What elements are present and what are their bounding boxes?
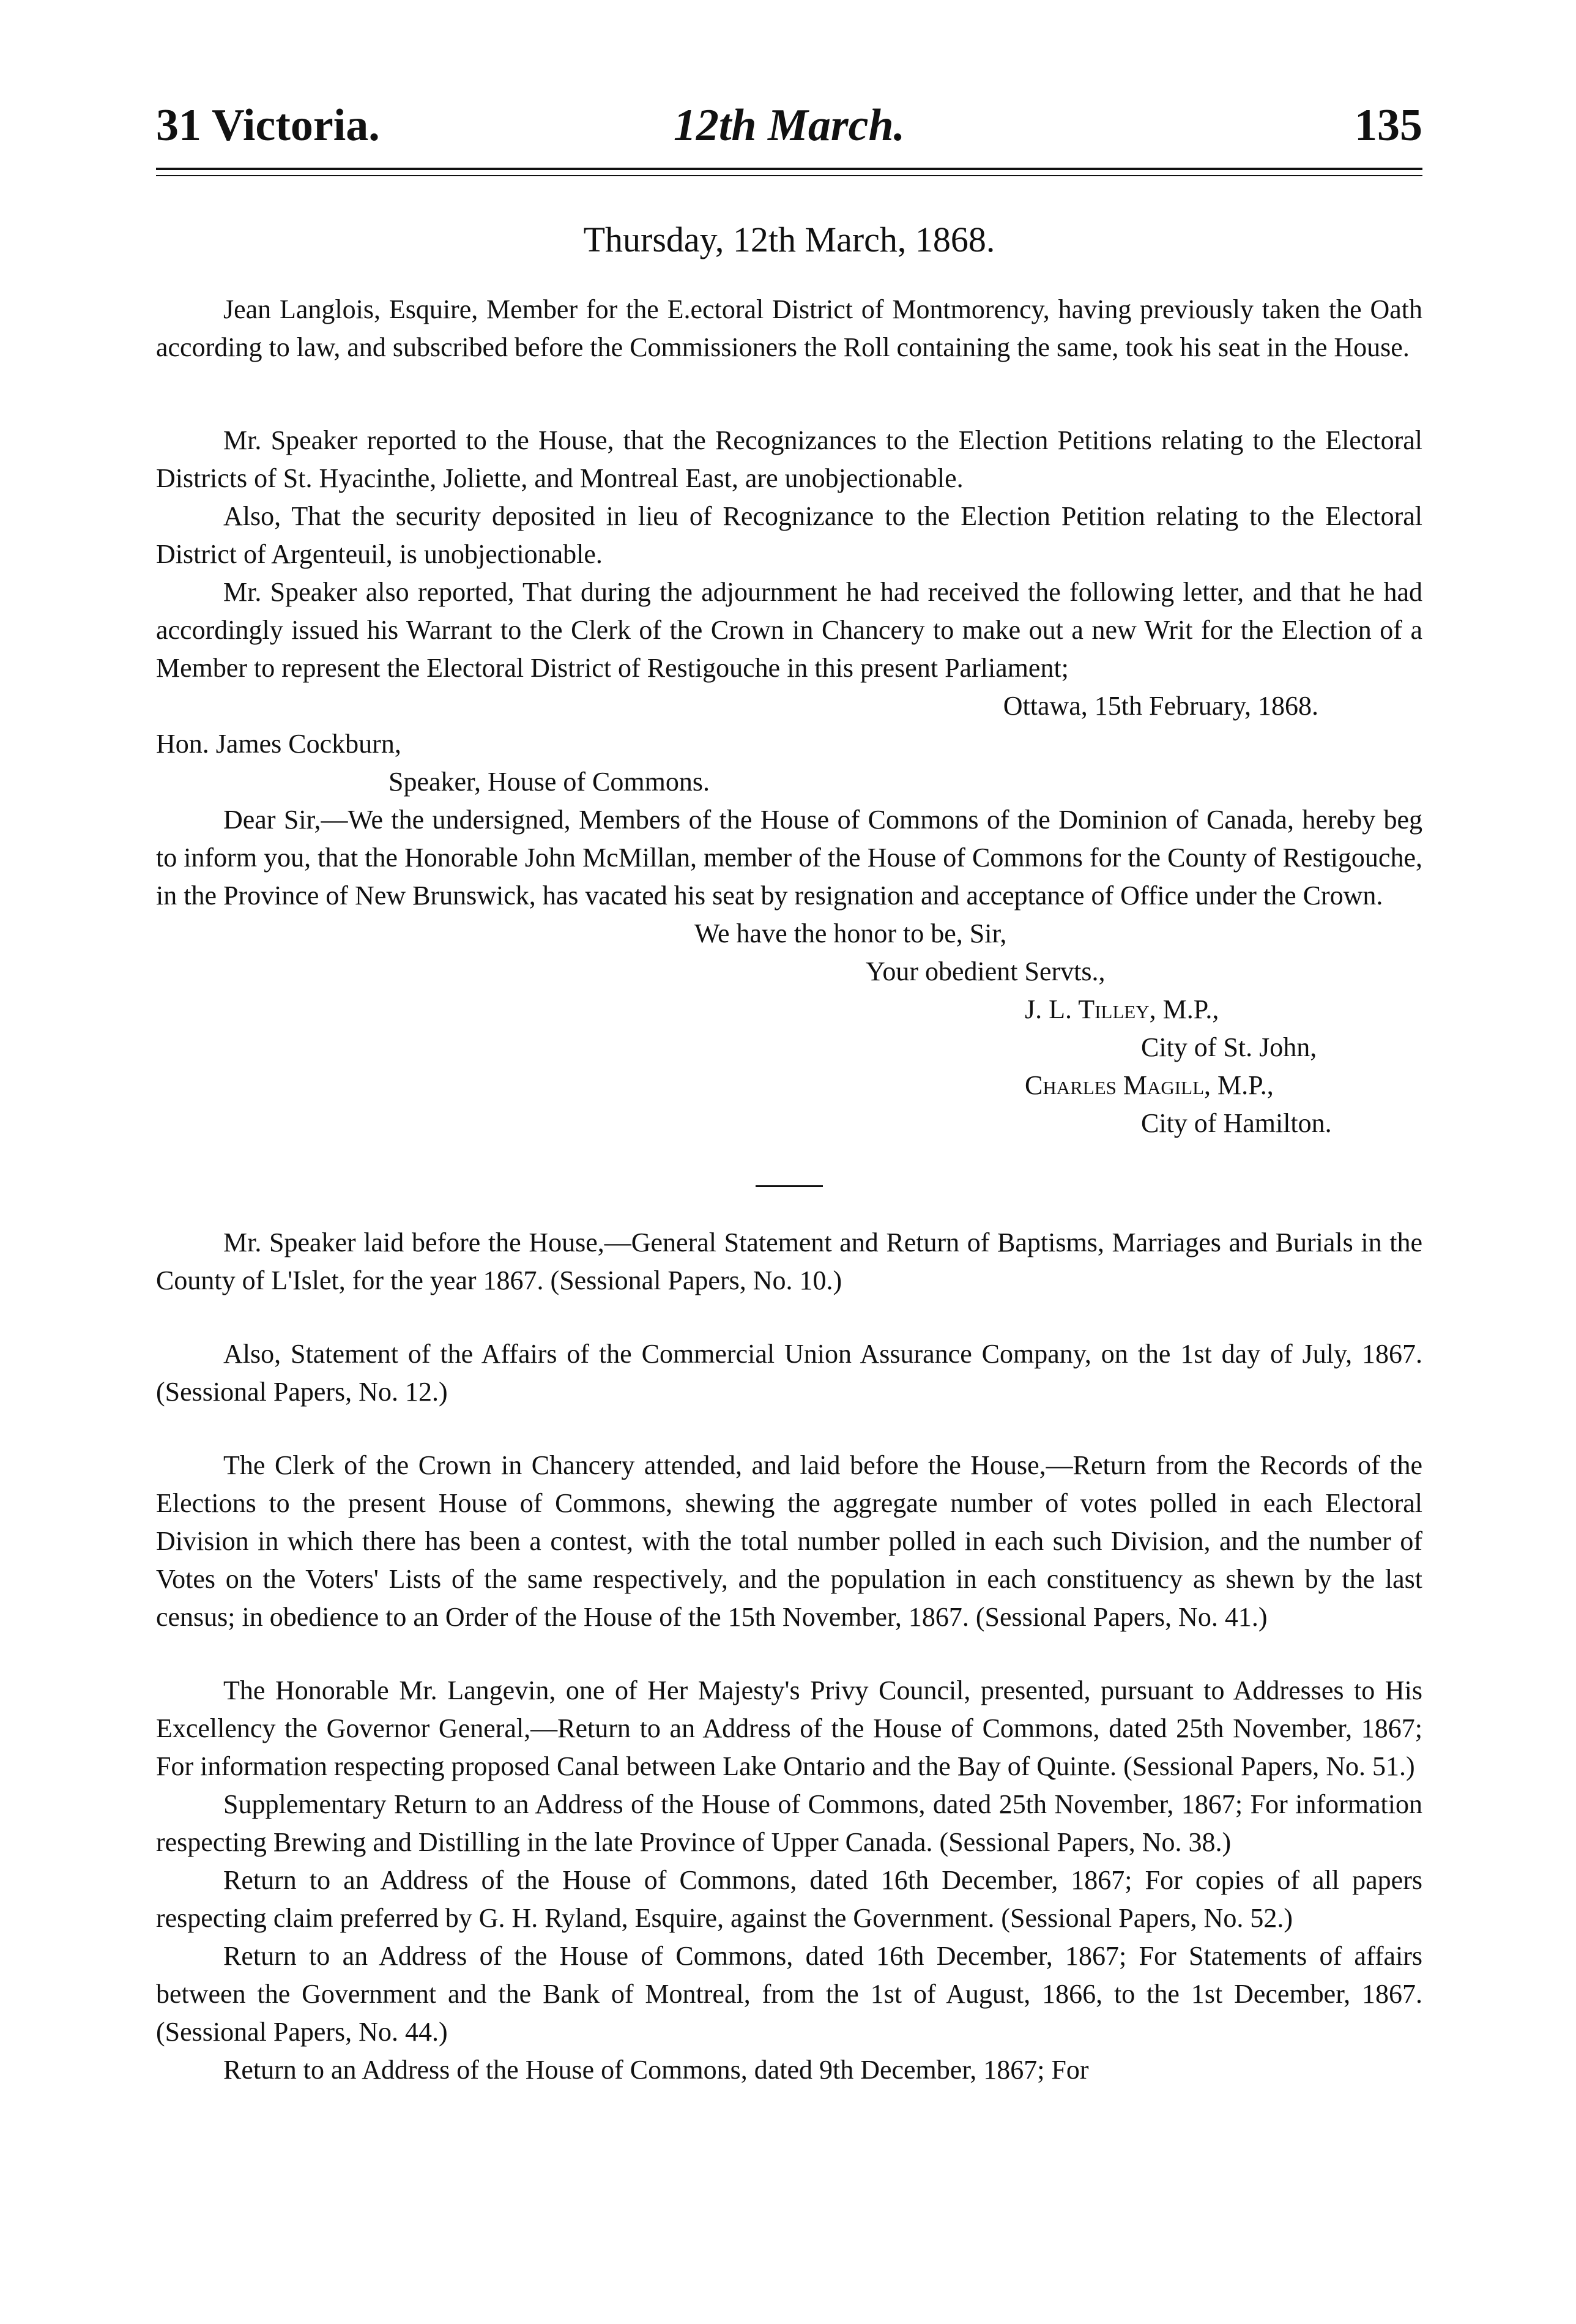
page-header xyxy=(156,92,1422,159)
letter-signer-1-city: City of St. John, xyxy=(1141,1032,1317,1062)
document-page xyxy=(156,92,1422,2089)
paragraph-final-return: Return to an Address of the House of Commons, dated 9th December, 1867; For xyxy=(223,2055,1089,2085)
letter-place-date: Ottawa, 15th February, 1868. xyxy=(1003,691,1318,721)
paragraph-election-records: The Clerk of the Crown in Chancery attended, and laid before the House,—Return from the Records of the Elections to the present House of Commons, shewing the aggregate number of votes polled in each Electoral Division in which there has been a contest, with the total number polled in each such Division, and the number of Votes on the Voters' Lists of the same respectively, and the population in each constituency as shewn by the last census; in obedience to an Order of the House of the 15th November, 1867. (Sessional Papers, No. 41.) xyxy=(156,1450,1422,1632)
letter-addressee-title: Speaker, House of Commons. xyxy=(388,767,710,797)
date-heading: Thursday, 12th March, 1868. xyxy=(583,220,995,259)
paragraph-restigouche-writ: Mr. Speaker also reported, That during the adjournment he had received the following letter, and that he had accordingly issued his Warrant to the Clerk of the Crown in Chancery to make out a new Writ for the Election of a Member to represent the Electoral District of Restigouche in this present Parliament; xyxy=(156,577,1422,683)
paragraph-recognizances: Mr. Speaker reported to the House, that the Recognizances to the Election Petitions relating to the Electoral Districts of St. Hyacinthe, Joliette, and Montreal East, are unobjectionable. xyxy=(156,425,1422,493)
paragraph-canal-return: The Honorable Mr. Langevin, one of Her Majesty's Privy Council, presented, pursuant to Addresses to His Excellency the Governor General,—Return to an Address of the House of Commons, dated 25th November, 1867; For information respecting proposed Canal between Lake Ontario and the Bay of Quinte. (Sessional Papers, No. 51.) xyxy=(156,1675,1422,1781)
header-rule-thin xyxy=(156,175,1422,176)
paragraph-commercial-union: Also, Statement of the Affairs of the Commercial Union Assurance Company, on the 1st day of July, 1867. (Sessional Papers, No. 12.) xyxy=(156,1339,1422,1407)
paragraph-baptisms-return: Mr. Speaker laid before the House,—General Statement and Return of Baptisms, Marriages and Burials in the County of L'Islet, for the year 1867. (Sessional Papers, No. 10.) xyxy=(156,1227,1422,1295)
letter-signer-2-city: City of Hamilton. xyxy=(1141,1108,1332,1138)
letter-closing-2: Your obedient Servts., xyxy=(866,956,1106,986)
letter-signer-1: J. L. Tilley, M.P., xyxy=(1025,994,1219,1024)
paragraph-argenteuil: Also, That the security deposited in lieu of Recognizance to the Election Petition relating to the Electoral District of Argenteuil, is unobjectionable. xyxy=(156,501,1422,569)
letter-body: Dear Sir,—We the undersigned, Members of the House of Commons of the Dominion of Canada, hereby beg to inform you, that the Honorable John McMillan, member of the House of Commons for the County of Restigouche, in the Province of New Brunswick, has vacated his seat by resignation and acceptance of Office under the Crown. xyxy=(156,805,1422,911)
regnal-year: 31 Victoria. xyxy=(156,100,380,151)
page-number: 135 xyxy=(1355,100,1422,151)
header-date: 12th March. xyxy=(673,100,905,151)
paragraph-bank-montreal-return: Return to an Address of the House of Commons, dated 16th December, 1867; For Statements of affairs between the Government and the Bank of Montreal, from the 1st of August, 1866, to the 1st December, 1867. (Sessional Papers, No. 44.) xyxy=(156,1941,1422,2047)
header-rule-thick xyxy=(156,168,1422,170)
section-divider xyxy=(756,1185,823,1187)
letter-addressee: Hon. James Cockburn, xyxy=(156,729,401,759)
paragraph-ryland-return: Return to an Address of the House of Commons, dated 16th December, 1867; For copies of all papers respecting claim preferred by G. H. Ryland, Esquire, against the Government. (Sessional Papers, No. 52.) xyxy=(156,1865,1422,1933)
header-rule xyxy=(156,168,1422,176)
letter-signer-2: Charles Magill, M.P., xyxy=(1025,1070,1274,1100)
paragraph-brewing-return: Supplementary Return to an Address of the House of Commons, dated 25th November, 1867; For information respecting Brewing and Distilling in the late Province of Upper Canada. (Sessional Papers, No. 38.) xyxy=(156,1789,1422,1857)
letter-closing-1: We have the honor to be, Sir, xyxy=(694,918,1007,948)
paragraph-langlois: Jean Langlois, Esquire, Member for the E.ectoral District of Montmorency, having previously taken the Oath according to law, and subscribed before the Commissioners the Roll containing the same, took his seat in the House. xyxy=(156,294,1422,362)
